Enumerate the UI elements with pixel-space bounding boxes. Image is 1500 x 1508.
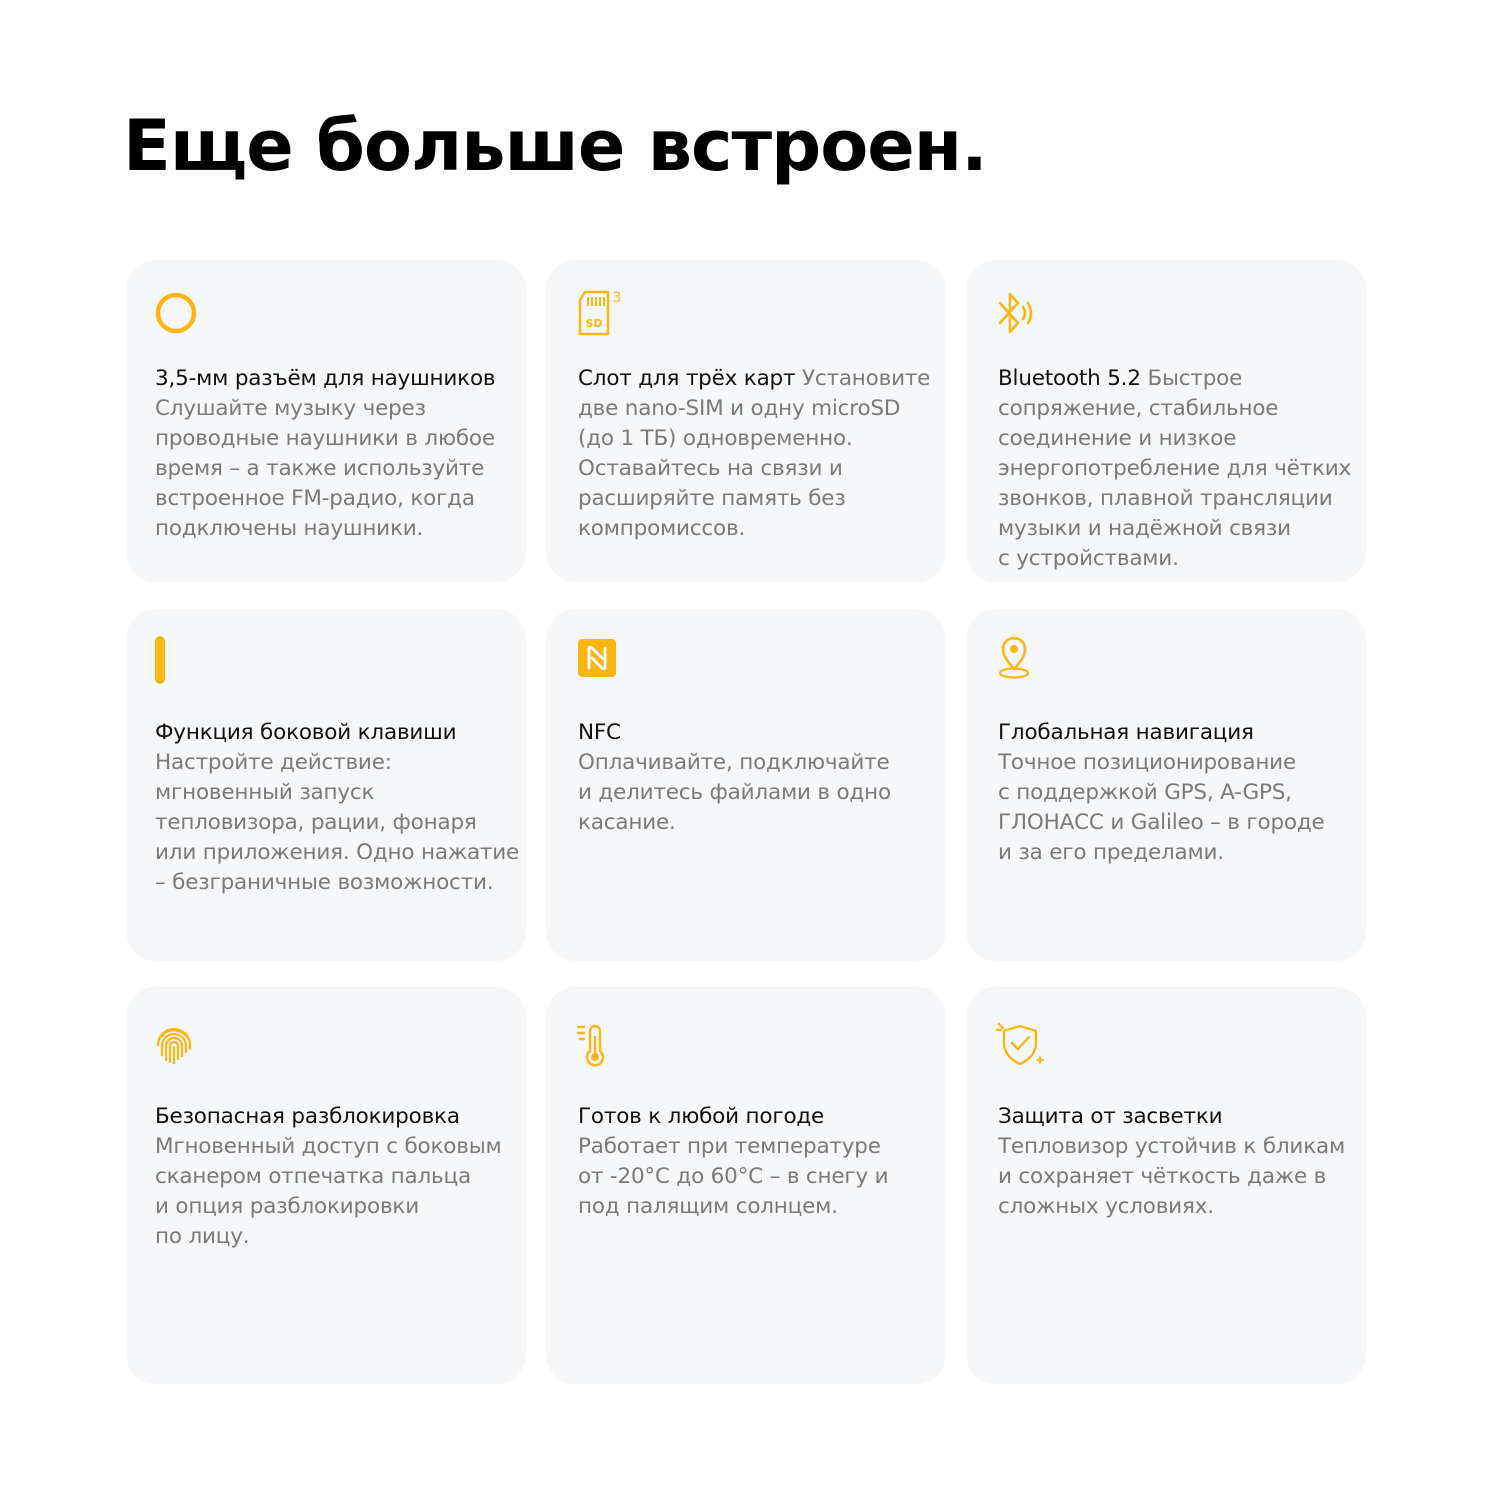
feature-line: сканером отпечатка пальца — [155, 1164, 471, 1189]
feature-line: тепловизора, рации, фонаря — [155, 810, 477, 835]
feature-line: по лицу. — [155, 1224, 250, 1249]
feature-card-bluetooth — [966, 260, 1366, 582]
feature-heading: Bluetooth 5.2 — [998, 366, 1141, 391]
feature-line: сложных условиях. — [998, 1194, 1214, 1219]
sd-card-icon — [576, 288, 632, 340]
feature-line: расширяйте память без — [578, 486, 846, 511]
feature-line: соединение и низкое — [998, 426, 1237, 451]
feature-line: Работает при температуре — [578, 1134, 881, 1159]
feature-line: время – а также используйте — [155, 456, 485, 481]
feature-line: с поддержкой GPS, A-GPS, — [998, 780, 1292, 805]
feature-line: подключены наушники. — [155, 516, 424, 541]
feature-line: Настройте действие: — [155, 750, 392, 775]
feature-text — [155, 1102, 525, 1252]
shield-check-icon — [996, 1021, 1046, 1069]
feature-heading: 3,5-мм разъём для наушников — [155, 366, 496, 391]
feature-line: энергопотребление для чётких — [998, 456, 1352, 481]
side-key-icon — [154, 635, 166, 685]
feature-line: Оплачивайте, подключайте — [578, 750, 890, 775]
feature-line: ГЛОНАСС и Galileo – в городе — [998, 810, 1325, 835]
feature-line: от -20°C до 60°C – в снегу и — [578, 1164, 889, 1189]
feature-heading: Функция боковой клавиши — [155, 720, 457, 745]
feature-text — [998, 1102, 1362, 1222]
feature-heading: Слот для трёх карт — [578, 366, 796, 391]
location-pin-icon — [996, 635, 1032, 681]
feature-heading: Глобальная навигация — [998, 720, 1254, 745]
feature-line: Тепловизор устойчив к бликам — [998, 1134, 1345, 1159]
feature-text — [578, 718, 938, 838]
thermometer-icon — [576, 1023, 612, 1069]
feature-line: звонков, плавной трансляции — [998, 486, 1333, 511]
feature-line: и опция разблокировки — [155, 1194, 419, 1219]
bluetooth-icon — [996, 290, 1042, 338]
feature-line: музыки и надёжной связи — [998, 516, 1291, 541]
sd-card-count: 3 — [612, 290, 622, 306]
sd-card-label: SD — [585, 317, 603, 330]
feature-card-weather — [546, 987, 946, 1384]
feature-card-glare-protection — [966, 987, 1366, 1384]
feature-line: встроенное FM-радио, когда — [155, 486, 475, 511]
feature-card-triple-slot — [546, 260, 946, 582]
feature-text — [578, 364, 938, 544]
page-title: Еще больше встроен. — [123, 105, 987, 187]
feature-line: – безграничные возможности. — [155, 870, 494, 895]
feature-line: Мгновенный доступ с боковым — [155, 1134, 502, 1159]
feature-text — [155, 364, 525, 544]
feature-line: Точное позиционирование — [998, 750, 1296, 775]
feature-card-unlock — [126, 987, 526, 1384]
feature-line: компромиссов. — [578, 516, 746, 541]
feature-line: касание. — [578, 810, 676, 835]
feature-heading-tail: Быстрое — [1140, 366, 1243, 391]
feature-line: с устройствами. — [998, 546, 1179, 571]
feature-line: (до 1 ТБ) одновременно. — [578, 426, 853, 451]
feature-text — [998, 364, 1362, 574]
feature-text — [578, 1102, 938, 1222]
feature-heading: Безопасная разблокировка — [155, 1104, 460, 1129]
feature-card-nfc — [546, 609, 946, 961]
nfc-icon — [577, 638, 619, 680]
feature-line: под палящим солнцем. — [578, 1194, 838, 1219]
fingerprint-icon — [153, 1025, 195, 1067]
feature-line: и сохраняет чёткость даже в — [998, 1164, 1327, 1189]
feature-line: две nano-SIM и одну microSD — [578, 396, 901, 421]
feature-text — [155, 718, 525, 898]
feature-line: сопряжение, стабильное — [998, 396, 1279, 421]
feature-heading: NFC — [578, 720, 621, 745]
feature-heading-tail: Установите — [795, 366, 931, 391]
feature-line: и делитесь файлами в одно — [578, 780, 891, 805]
feature-heading: Готов к любой погоде — [578, 1104, 825, 1129]
headphone-jack-ring-icon — [154, 291, 198, 335]
feature-line: и за его пределами. — [998, 840, 1224, 865]
feature-line: Слушайте музыку через — [155, 396, 426, 421]
feature-heading: Защита от засветки — [998, 1104, 1223, 1129]
feature-line: проводные наушники в любое — [155, 426, 495, 451]
feature-card-headphone-jack — [126, 260, 526, 582]
feature-card-side-key — [126, 609, 526, 961]
feature-line: Оставайтесь на связи и — [578, 456, 843, 481]
feature-line: мгновенный запуск — [155, 780, 375, 805]
feature-text — [998, 718, 1362, 868]
feature-line: или приложения. Одно нажатие — [155, 840, 520, 865]
feature-card-navigation — [966, 609, 1366, 961]
